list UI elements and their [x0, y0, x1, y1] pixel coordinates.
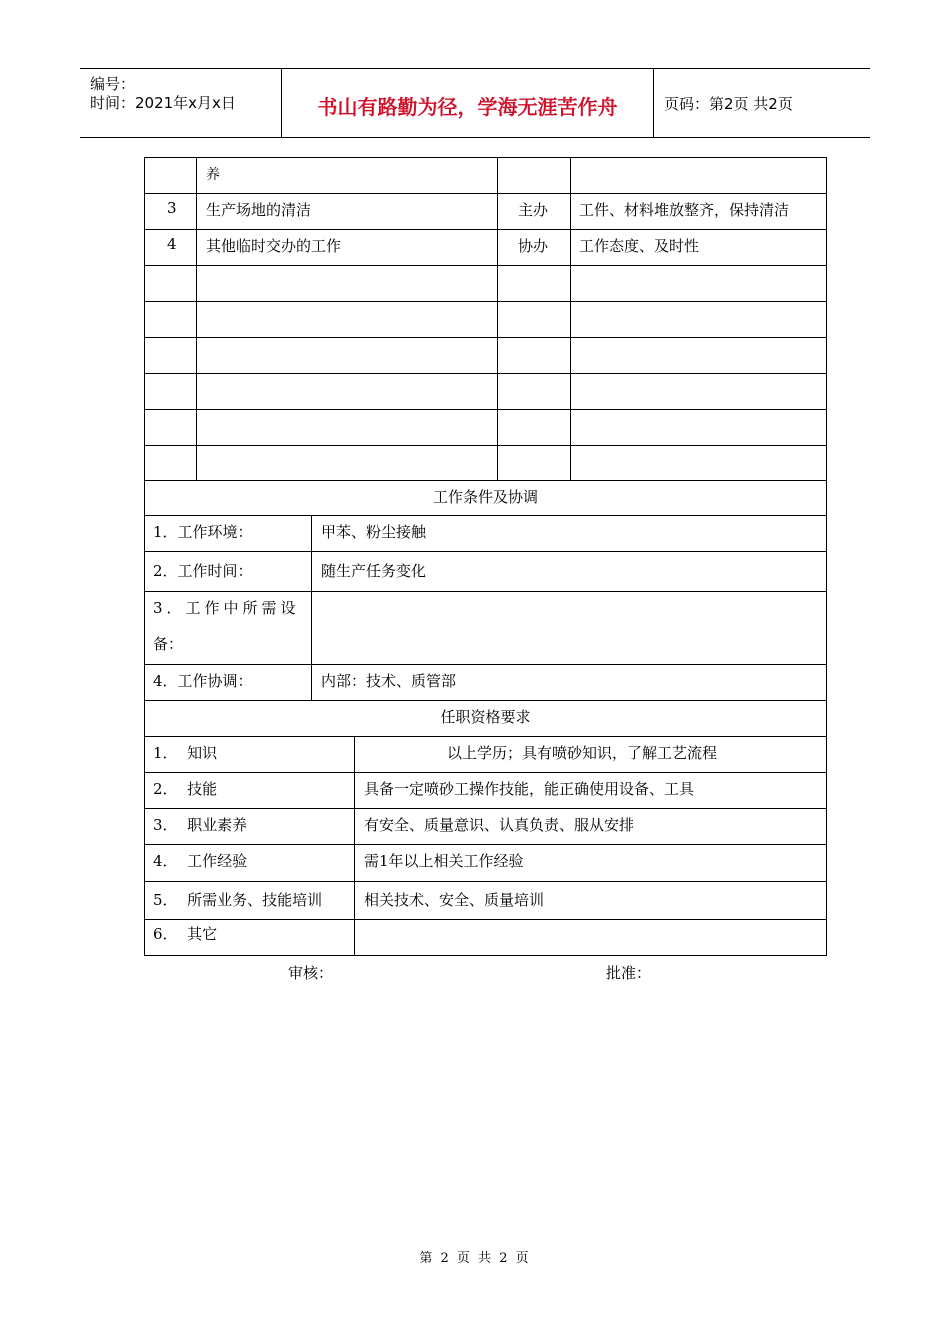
- requirement-row: [145, 808, 826, 844]
- conditions-title-cell: [145, 481, 826, 515]
- duty-task: 其他临时交办的工作: [206, 237, 342, 255]
- duty-task-cell: [196, 410, 497, 445]
- header-motto-cell: [282, 69, 654, 137]
- duty-task: 生产场地的清洁: [206, 201, 312, 219]
- requirements-title: 任职资格要求: [440, 708, 531, 726]
- requirement-label: 3． 职业素养: [153, 816, 248, 834]
- requirement-value-cell: [354, 882, 824, 919]
- duty-task-cell: [196, 266, 497, 301]
- duty-row: [145, 157, 826, 193]
- requirement-label-cell: [145, 845, 354, 881]
- condition-value: 随生产任务变化: [321, 562, 427, 580]
- duty-standard-cell: [570, 266, 824, 301]
- condition-label: 4．工作协调：: [153, 672, 253, 690]
- requirement-value: 需1年以上相关工作经验: [364, 852, 524, 870]
- duty-task-cell: [196, 338, 497, 373]
- duty-task-cell: [196, 374, 497, 409]
- requirement-row: [145, 919, 826, 956]
- duty-no-cell: [145, 230, 196, 265]
- duty-role-cell: [497, 230, 570, 265]
- duty-no-cell: [145, 338, 196, 373]
- duty-no-cell: [145, 194, 196, 229]
- condition-row: [145, 664, 826, 700]
- requirement-value-cell: [354, 809, 824, 844]
- duty-task-cell: [196, 194, 497, 229]
- duty-no-cell: [145, 410, 196, 445]
- requirement-label: 6． 其它: [153, 925, 218, 943]
- requirement-value-cell: [354, 737, 824, 772]
- condition-label-line2: 备：: [153, 635, 184, 653]
- duty-row: [145, 193, 826, 229]
- requirement-value: 相关技术、安全、质量培训: [364, 891, 545, 909]
- duty-no-cell: [145, 446, 196, 480]
- duty-row-empty: [145, 373, 826, 409]
- duty-row: [145, 229, 826, 265]
- header-page-cell: [654, 69, 870, 137]
- condition-label: 2．工作时间：: [153, 562, 253, 580]
- duty-no-cell: [145, 374, 196, 409]
- duty-task-cell: [196, 302, 497, 337]
- requirement-label: 1． 知识: [153, 744, 218, 762]
- requirement-label: 5． 所需业务、技能培训: [153, 891, 323, 909]
- requirement-row: [145, 844, 826, 881]
- requirement-label-cell: [145, 737, 354, 772]
- requirement-label: 2． 技能: [153, 780, 218, 798]
- duty-row-empty: [145, 265, 826, 301]
- requirement-label-cell: [145, 773, 354, 808]
- page-info: 页码：第2页 共2页: [664, 95, 793, 113]
- duty-row-empty: [145, 337, 826, 373]
- condition-value-cell: [311, 552, 824, 591]
- requirement-label: 4． 工作经验: [153, 852, 248, 870]
- duty-role-cell: [497, 302, 570, 337]
- duty-task: 养: [206, 167, 220, 183]
- duty-row-empty: [145, 301, 826, 337]
- duty-role-cell: [497, 158, 570, 193]
- condition-value: 甲苯、粉尘接触: [321, 523, 427, 541]
- serial-label: 编号：: [90, 75, 136, 93]
- requirement-label-cell: [145, 809, 354, 844]
- requirement-row: [145, 881, 826, 919]
- duty-standard-cell: [570, 446, 824, 480]
- requirements-title-cell: [145, 701, 826, 736]
- duty-no-cell: [145, 158, 196, 193]
- requirement-value-cell: [354, 845, 824, 881]
- duty-standard-cell: [570, 410, 824, 445]
- duty-task-cell: [196, 230, 497, 265]
- requirement-value-cell: [354, 773, 824, 808]
- duty-standard: 工件、材料堆放整齐，保持清洁: [579, 201, 790, 219]
- condition-label-cell: [145, 665, 311, 700]
- requirement-value: 具备一定喷砂工操作技能，能正确使用设备、工具: [364, 780, 695, 798]
- approve-label: 批准：: [606, 964, 652, 982]
- duty-role: 协办: [518, 237, 549, 255]
- duty-standard-cell: [570, 338, 824, 373]
- duty-task-cell: [196, 446, 497, 480]
- duty-role-cell: [497, 410, 570, 445]
- duty-role-cell: [497, 374, 570, 409]
- job-description-table: [144, 157, 827, 956]
- condition-value-cell: [311, 516, 824, 551]
- condition-label-cell: [145, 552, 311, 591]
- duty-row-empty: [145, 409, 826, 445]
- page-footer: 第 2 页 共 2 页: [419, 1251, 531, 1266]
- duty-no: 3: [167, 199, 177, 217]
- motto: 书山有路勤为径，学海无涯苦作舟: [317, 95, 618, 119]
- duty-standard-cell: [570, 158, 824, 193]
- condition-label-line1: 3．工作中所需设: [153, 599, 300, 617]
- requirement-label-cell: [145, 882, 354, 919]
- condition-row: [145, 515, 826, 551]
- condition-label-cell: [145, 516, 311, 551]
- requirement-value-cell: [354, 920, 824, 955]
- header-meta-cell: [80, 69, 282, 137]
- duty-role-cell: [497, 446, 570, 480]
- conditions-title: 工作条件及协调: [432, 488, 538, 506]
- duty-role-cell: [497, 194, 570, 229]
- duty-task-cell: [196, 158, 497, 193]
- duty-standard-cell: [570, 374, 824, 409]
- time-label: 时间：2021年x月x日: [90, 94, 236, 112]
- duty-standard: 工作态度、及时性: [579, 237, 700, 255]
- condition-value: 内部：技术、质管部: [321, 672, 457, 690]
- page-header: [80, 68, 870, 138]
- requirements-title-row: [145, 700, 826, 736]
- requirement-value: 有安全、质量意识、认真负责、服从安排: [364, 816, 635, 834]
- duty-no-cell: [145, 266, 196, 301]
- duty-role: 主办: [518, 201, 549, 219]
- condition-value-cell: [311, 592, 824, 664]
- condition-row: [145, 551, 826, 591]
- duty-standard-cell: [570, 194, 824, 229]
- requirement-row: [145, 772, 826, 808]
- duty-standard-cell: [570, 302, 824, 337]
- duty-standard-cell: [570, 230, 824, 265]
- requirement-label-cell: [145, 920, 354, 955]
- condition-label-cell: [145, 592, 311, 664]
- duty-no-cell: [145, 302, 196, 337]
- condition-value-cell: [311, 665, 824, 700]
- requirement-value: 以上学历；具有喷砂知识，了解工艺流程: [447, 744, 718, 762]
- duty-row-empty: [145, 445, 826, 480]
- duty-role-cell: [497, 338, 570, 373]
- conditions-title-row: [145, 480, 826, 515]
- duty-role-cell: [497, 266, 570, 301]
- condition-label: 1．工作环境：: [153, 523, 253, 541]
- review-label: 审核：: [288, 964, 334, 982]
- requirement-row: [145, 736, 826, 772]
- condition-row: [145, 591, 826, 664]
- duty-no: 4: [167, 235, 177, 253]
